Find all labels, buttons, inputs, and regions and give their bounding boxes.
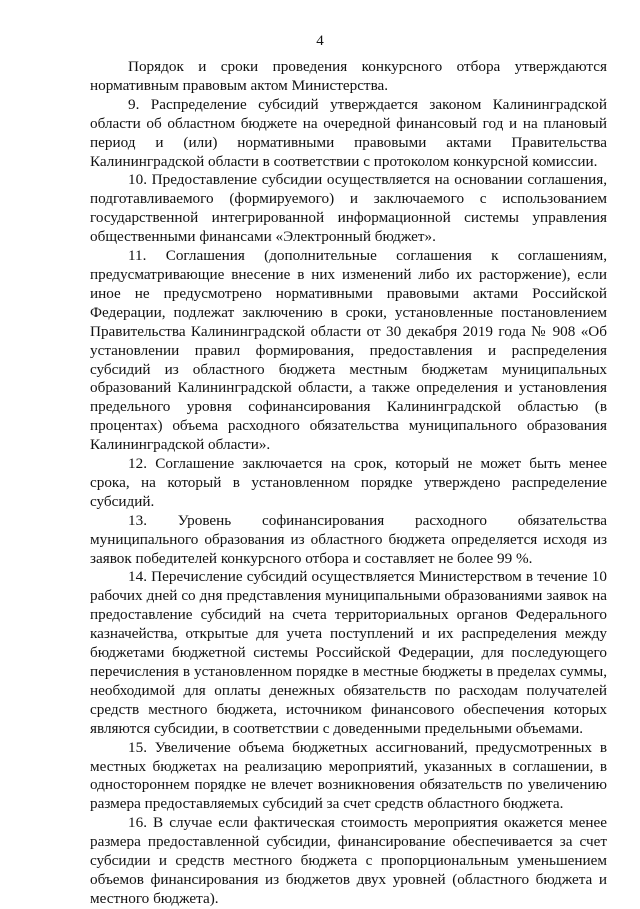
paragraph-12: 12. Соглашение заключается на срок, который не может быть менее срока, на который в установленном порядке утверждено распределение субсидий. — [90, 455, 607, 510]
paragraph-16: 16. В случае если фактическая стоимость мероприятия окажется менее размера предоставленной субсидии, финансирование обеспечивается за счет субсидии и средств местного бюджета с пропорциональным уменьшением объемов финансирования из бюджетов двух уровней (областного бюджета и местного бюджета). — [90, 814, 607, 907]
paragraph-14: 14. Перечисление субсидий осуществляется Министерством в течение 10 рабочих дней со дня представления муниципальными образованиями заявок на предоставление субсидий на счета территориальных органов Федерального казначейства, открытые для учета поступлений и их распределения между бюджетами бюджетной системы Российской Федерации, для последующего перечисления в установленном порядке в местные бюджеты в пределах суммы, необходимой для оплаты денежных обязательств по расходам получателей средств местного бюджета, источником финансового обеспечения которых являются субсидии, в соответствии с доведенными предельными объемами. — [90, 568, 607, 737]
paragraph-15: 15. Увеличение объема бюджетных ассигнований, предусмотренных в местных бюджетах на реализацию мероприятий, указанных в соглашении, в одностороннем порядке не влечет возникновения обязательств по увеличению размера предоставляемых субсидий за счет средств областного бюджета. — [90, 738, 607, 813]
document-body — [90, 58, 607, 909]
paragraph-9: 9. Распределение субсидий утверждается законом Калининградской области об областном бюджете на очередной финансовый год и на плановый период и (или) нормативными правовыми актами Правительства Калининградской области в соответствии с протоколом конкурсной комиссии. — [90, 95, 607, 170]
paragraph-11: 11. Соглашения (дополнительные соглашения к соглашениям, предусматривающие внесение в них изменений либо их расторжение), если иное не предусмотрено нормативными правовыми актами Российской Федерации, подлежат заключению в сроки, установленные постановлением Правительства Калининградской области от 30 декабря 2019 года № 908 «Об установлении правил формирования, предоставления и распределения субсидий из областного бюджета местным бюджетам муниципальных образований Калининградской области, а также определения и установления предельного уровня софинансирования Калининградской областью (в процентах) объема расходного обязательства муниципального образования Калининградской области». — [90, 247, 607, 454]
paragraph-10: 10. Предоставление субсидии осуществляется на основании соглашения, подготавливаемого (формируемого) и заключаемого с использованием государственной интегрированной информационной системы управления общественными финансами «Электронный бюджет». — [90, 171, 607, 246]
paragraph-13: 13. Уровень софинансирования расходного обязательства муниципального образования из областного бюджета определяется исходя из заявок победителей конкурсного отбора и составляет не более 99 %. — [90, 511, 607, 567]
page-number: 4 — [316, 33, 324, 49]
paragraph-selection-procedure: Порядок и сроки проведения конкурсного отбора утверждаются нормативным правовым актом Министерства. — [90, 58, 607, 94]
